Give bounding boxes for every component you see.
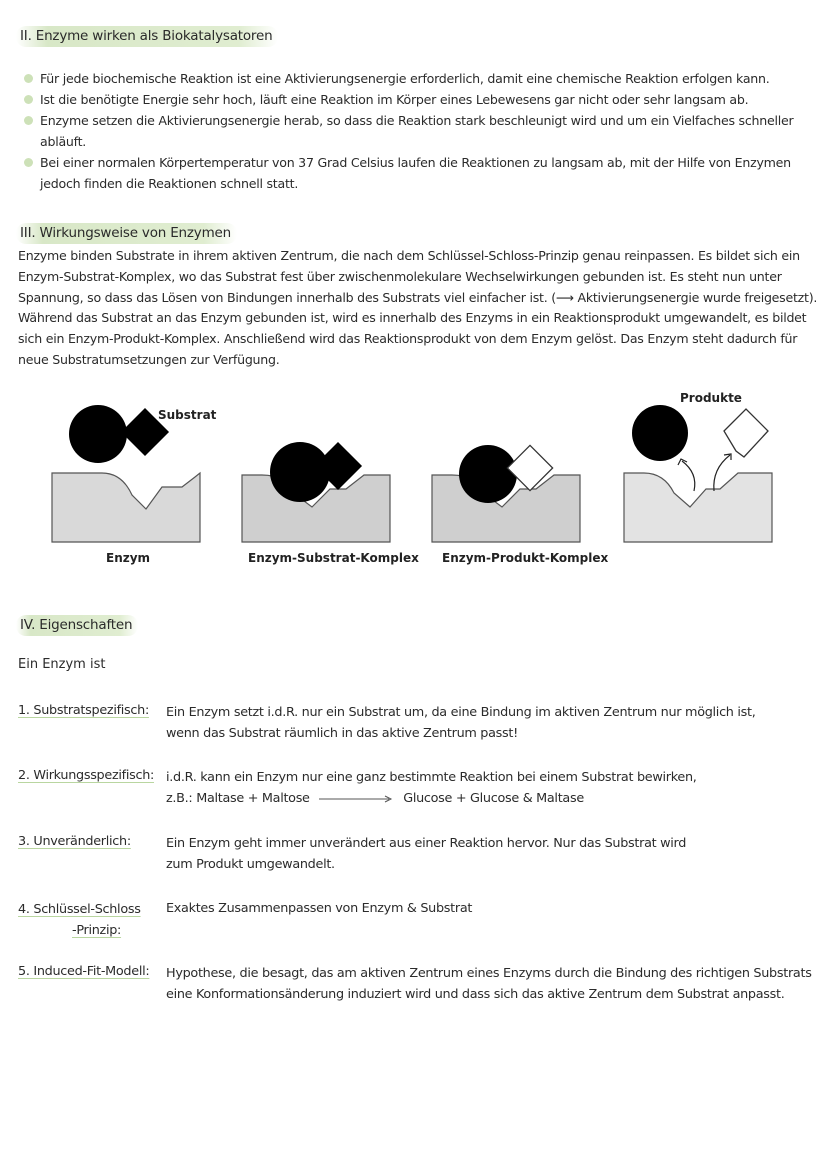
property-desc-induced-fit (166, 963, 816, 1005)
reaction-example (166, 788, 816, 809)
reaction-products: Glucose + Glucose & Maltase (403, 791, 584, 806)
bullet-item (22, 68, 822, 89)
wirkungsweise-paragraph (18, 246, 818, 371)
property-desc-line: zum Produkt umgewandelt. (166, 857, 335, 872)
reaction-reactants: z.B.: Maltase + Maltose (166, 791, 310, 806)
product-diamond-free (724, 409, 768, 457)
enzyme-mechanism-diagram (0, 385, 828, 585)
section-heading-eigenschaften: IV. Eigenschaften (16, 615, 138, 636)
property-desc-line: wenn das Substrat räumlich in das aktive Zentrum passt! (166, 726, 518, 741)
property-term-wirkungsspezifisch: 2. Wirkungsspezifisch: (18, 768, 155, 783)
property-term-substratspezifisch: 1. Substratspezifisch: (18, 703, 149, 718)
bullet-dot-icon (24, 116, 33, 125)
section-heading-wirkungsweise: III. Wirkungsweise von Enzymen (16, 223, 237, 244)
label-enzym: Enzym (106, 551, 151, 565)
substrate-circle (69, 405, 127, 463)
bullet-text: Ist die benötigte Energie sehr hoch, läuft eine Reaktion im Körper eines Lebewesens gar nicht oder sehr langsam ab. (40, 92, 749, 107)
reaction-arrow-icon (317, 794, 395, 804)
property-desc-line: Ein Enzym setzt i.d.R. nur ein Substrat um, da eine Bindung im aktiven Zentrum nur möglich ist, (166, 705, 756, 720)
property-desc-line: Ein Enzym geht immer unverändert aus einer Reaktion hervor. Nur das Substrat wird (166, 836, 687, 851)
release-arrow-left-icon (682, 461, 695, 491)
property-desc-wirkungsspezifisch (166, 767, 816, 809)
property-desc-line: i.d.R. kann ein Enzym nur eine ganz bestimmte Reaktion bei einem Substrat bewirken, (166, 770, 697, 785)
bullet-dot-icon (24, 74, 33, 83)
property-term-line: 4. Schlüssel-Schloss (18, 902, 141, 917)
enzyme-shape-released (624, 473, 772, 542)
bullet-item (22, 110, 822, 152)
property-desc-line: Exaktes Zusammenpassen von Enzym & Substrat (166, 901, 473, 916)
bullet-list-biokatalysatoren (22, 68, 822, 194)
property-desc-unveraenderlich (166, 833, 816, 875)
label-enzym-produkt-komplex: Enzym-Produkt-Komplex (442, 551, 609, 565)
label-substrat: Substrat (158, 408, 217, 422)
property-term-line: -Prinzip: (72, 923, 122, 938)
bullet-text: Für jede biochemische Reaktion ist eine Aktivierungsenergie erforderlich, damit eine chemische Reaktion erfolgen kann. (40, 71, 770, 86)
property-term-schluessel-schloss (18, 899, 141, 941)
arrow-glyph-icon: ⟶ (555, 289, 574, 305)
product-circle-free (632, 405, 688, 461)
product-circle-bound (459, 445, 517, 503)
property-desc-schluessel-schloss (166, 898, 816, 919)
bullet-dot-icon (24, 158, 33, 167)
bullet-text: Bei einer normalen Körpertemperatur von 37 Grad Celsius laufen die Reaktionen zu langsam ab, mit der Hilfe von Enzymen jedoch finden die Reaktionen schnell statt. (40, 155, 791, 191)
paragraph-text-1: Enzyme binden Substrate in ihrem aktiven Zentrum, die nach dem Schlüssel-Schloss-Prinzip genau reinpassen. Es bildet sich ein Enzym-Substrat-Komplex, wo das Substrat fest über zwischenmolekulare Wechselwirkungen gebunden ist. Es steht nun unter Spannung, so dass das Lösen von Bindungen innerhalb des Substrats viel einfacher ist. ( (18, 248, 800, 305)
property-term-unveraenderlich: 3. Unveränderlich: (18, 834, 131, 849)
paragraph-text-2: Aktivierungsenergie wurde freigesetzt). Während das Substrat an das Enzym gebunden ist, wird es innerhalb des Enzyms in ein Reaktionsprodukt umgewandelt, es bildet sich ein Enzym-Produkt-Komplex. Anschließend wird das Reaktionsprodukt von dem Enzym gelöst. Das Enzym steht dadurch für neue Substratumsetzungen zur Verfügung. (18, 289, 818, 367)
bullet-item (22, 89, 822, 110)
property-term-induced-fit: 5. Induced-Fit-Modell: (18, 964, 150, 979)
property-desc-substratspezifisch (166, 702, 816, 744)
property-desc-line: Hypothese, die besagt, das am aktiven Zentrum eines Enzyms durch die Bindung des richtigen Substrats (166, 966, 812, 981)
bullet-dot-icon (24, 95, 33, 104)
enzyme-shape-free (52, 473, 200, 542)
eigenschaften-intro: Ein Enzym ist (18, 657, 106, 672)
label-produkte: Produkte (680, 391, 742, 405)
property-desc-line: eine Konformationsänderung induziert wird und dass sich das aktive Zentrum dem Substrat anpasst. (166, 987, 785, 1002)
bullet-item (22, 152, 822, 194)
label-enzym-substrat-komplex: Enzym-Substrat-Komplex (248, 551, 419, 565)
section-heading-biokatalysatoren: II. Enzyme wirken als Biokatalysatoren (16, 26, 278, 47)
bullet-text: Enzyme setzen die Aktivierungsenergie herab, so dass die Reaktion stark beschleunigt wird und um ein Vielfaches schneller abläuft. (40, 113, 794, 149)
